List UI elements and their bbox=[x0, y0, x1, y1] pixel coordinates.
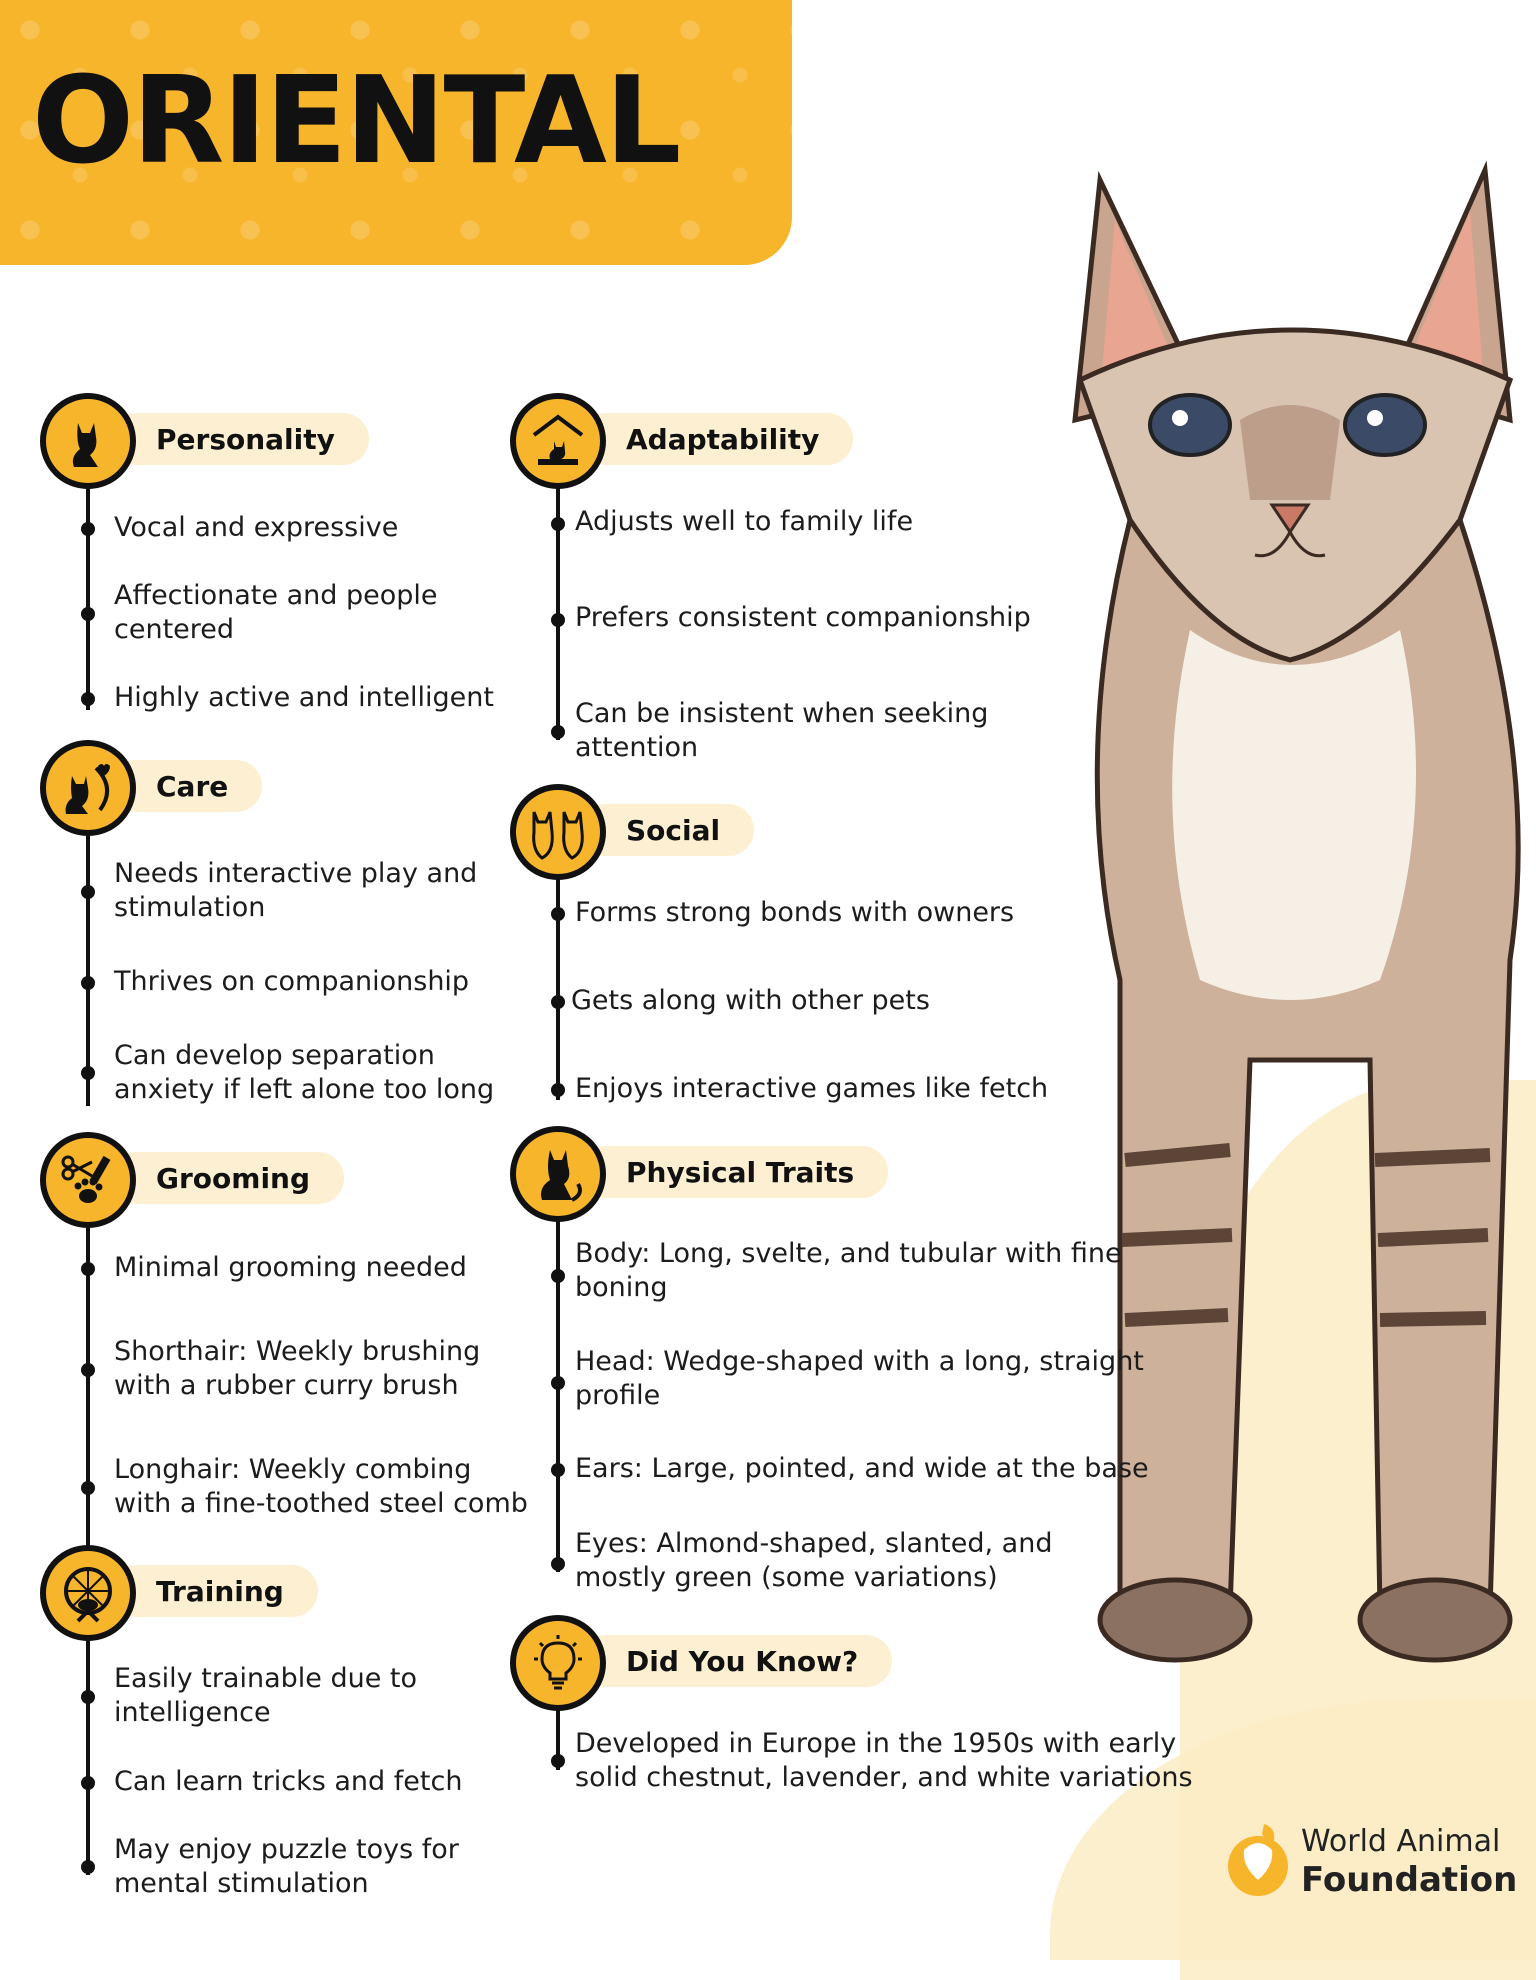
care-item: Thrives on companionship bbox=[114, 966, 470, 997]
training-dot-1 bbox=[81, 1690, 95, 1704]
adaptability-dot-3 bbox=[551, 725, 565, 739]
grooming-item: Longhair: Weekly combing bbox=[114, 1454, 472, 1485]
cat-silhouette-icon bbox=[58, 411, 118, 471]
care-dot-3 bbox=[81, 1066, 95, 1080]
grooming-badge bbox=[40, 1132, 136, 1228]
personality-item: Vocal and expressive bbox=[114, 512, 399, 543]
training-item: intelligence bbox=[114, 1697, 271, 1728]
training-pill: Training bbox=[110, 1565, 318, 1617]
adaptability-item: Adjusts well to family life bbox=[575, 506, 914, 537]
did-you-know-pill: Did You Know? bbox=[580, 1635, 892, 1687]
physical-item: Ears: Large, pointed, and wide at the base bbox=[575, 1453, 1149, 1484]
physical-item: Eyes: Almond-shaped, slanted, and bbox=[575, 1528, 1053, 1559]
did-you-know-item: Developed in Europe in the 1950s with early bbox=[575, 1728, 1177, 1759]
social-dot-2 bbox=[551, 995, 565, 1009]
care-badge bbox=[40, 740, 136, 836]
grooming-dot-3 bbox=[81, 1481, 95, 1495]
social-badge bbox=[510, 784, 606, 880]
care-item: Can develop separation bbox=[114, 1040, 435, 1071]
physical-item: boning bbox=[575, 1272, 668, 1303]
training-item: Easily trainable due to bbox=[114, 1663, 418, 1694]
physical-dot-4 bbox=[551, 1557, 565, 1571]
grooming-item: Shorthair: Weekly brushing bbox=[114, 1336, 481, 1367]
did-you-know-dot bbox=[551, 1754, 565, 1768]
adaptability-dot-2 bbox=[551, 613, 565, 627]
training-item: May enjoy puzzle toys for bbox=[114, 1834, 459, 1865]
grooming-item: with a rubber curry brush bbox=[114, 1370, 459, 1401]
personality-item: Highly active and intelligent bbox=[114, 682, 494, 713]
grooming-dot-1 bbox=[81, 1262, 95, 1276]
timeline-right-3 bbox=[556, 1172, 560, 1572]
social-pill: Social bbox=[580, 804, 754, 856]
training-item: mental stimulation bbox=[114, 1868, 369, 1899]
social-item: Gets along with other pets bbox=[571, 985, 930, 1016]
lightbulb-icon bbox=[528, 1633, 588, 1693]
social-item: Enjoys interactive games like fetch bbox=[575, 1073, 1049, 1104]
physical-traits-pill: Physical Traits bbox=[580, 1146, 888, 1198]
care-pill: Care bbox=[110, 760, 262, 812]
social-dot-1 bbox=[551, 907, 565, 921]
personality-item: centered bbox=[114, 614, 235, 645]
training-dot-2 bbox=[81, 1776, 95, 1790]
physical-dot-2 bbox=[551, 1376, 565, 1390]
cat-heart-icon bbox=[58, 758, 118, 818]
physical-item: mostly green (some variations) bbox=[575, 1562, 998, 1593]
adaptability-pill: Adaptability bbox=[580, 413, 853, 465]
training-dot-3 bbox=[81, 1860, 95, 1874]
logo-text-line2: Foundation bbox=[1301, 1860, 1518, 1900]
care-item: anxiety if left alone too long bbox=[114, 1074, 495, 1105]
hamster-wheel-icon bbox=[58, 1563, 118, 1623]
physical-traits-badge bbox=[510, 1126, 606, 1222]
personality-dot-3 bbox=[81, 692, 95, 706]
personality-dot-1 bbox=[81, 522, 95, 536]
grooming-item: with a fine-toothed steel comb bbox=[114, 1488, 528, 1519]
personality-pill: Personality bbox=[110, 413, 369, 465]
care-dot-1 bbox=[81, 885, 95, 899]
cat-house-icon bbox=[528, 411, 588, 471]
personality-dot-2 bbox=[81, 607, 95, 621]
scissors-comb-paw-icon bbox=[58, 1150, 118, 1210]
social-dot-3 bbox=[551, 1083, 565, 1097]
animal-foundation-logo-icon bbox=[1224, 1820, 1292, 1900]
physical-item: Body: Long, svelte, and tubular with fine bbox=[575, 1238, 1122, 1269]
two-cats-icon bbox=[528, 802, 588, 862]
page-title: ORIENTAL bbox=[32, 52, 680, 191]
training-badge bbox=[40, 1545, 136, 1641]
physical-item: profile bbox=[575, 1380, 661, 1411]
did-you-know-badge bbox=[510, 1615, 606, 1711]
personality-badge bbox=[40, 393, 136, 489]
adaptability-item: Can be insistent when seeking bbox=[575, 698, 989, 729]
grooming-pill: Grooming bbox=[110, 1152, 344, 1204]
care-item: Needs interactive play and bbox=[114, 858, 478, 889]
sitting-cat-icon bbox=[528, 1144, 588, 1204]
grooming-item: Minimal grooming needed bbox=[114, 1252, 467, 1283]
adaptability-item: attention bbox=[575, 732, 699, 763]
timeline-left-4 bbox=[86, 1630, 90, 1875]
personality-item: Affectionate and people bbox=[114, 580, 438, 611]
care-item: stimulation bbox=[114, 892, 266, 923]
social-item: Forms strong bonds with owners bbox=[575, 897, 1015, 928]
title-banner bbox=[0, 0, 792, 265]
did-you-know-item: solid chestnut, lavender, and white variations bbox=[575, 1762, 1193, 1793]
training-item: Can learn tricks and fetch bbox=[114, 1766, 463, 1797]
logo-text-line1: World Animal bbox=[1301, 1824, 1501, 1859]
adaptability-badge bbox=[510, 393, 606, 489]
physical-item: Head: Wedge-shaped with a long, straight bbox=[575, 1346, 1144, 1377]
physical-dot-3 bbox=[551, 1463, 565, 1477]
physical-dot-1 bbox=[551, 1269, 565, 1283]
care-dot-2 bbox=[81, 976, 95, 990]
grooming-dot-2 bbox=[81, 1363, 95, 1377]
adaptability-dot-1 bbox=[551, 517, 565, 531]
adaptability-item: Prefers consistent companionship bbox=[575, 602, 1031, 633]
